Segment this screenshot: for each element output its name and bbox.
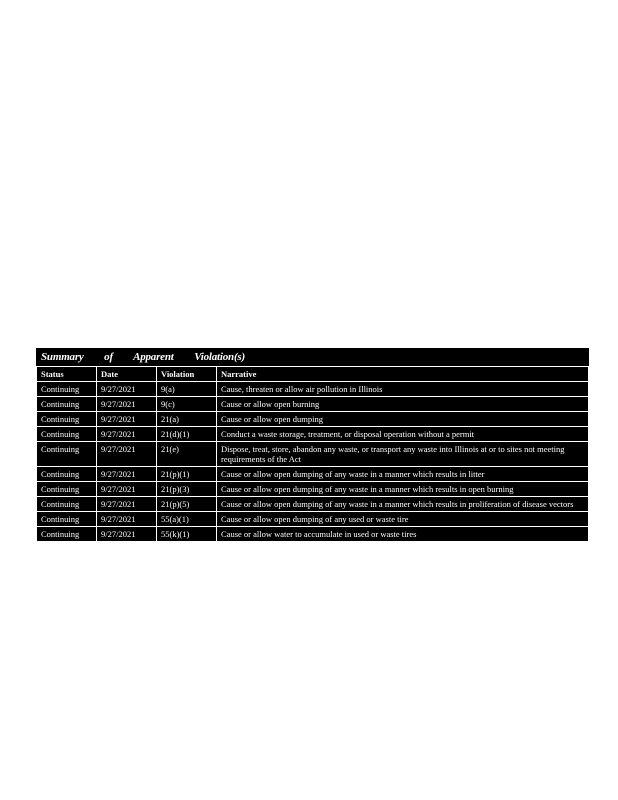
- cell-status: Continuing: [37, 482, 97, 497]
- header-status: Status: [37, 367, 97, 382]
- cell-violation: 21(p)(3): [157, 482, 217, 497]
- cell-narrative: Cause or allow open burning: [217, 397, 589, 412]
- cell-violation: 9(a): [157, 382, 217, 397]
- table-title-row: [37, 349, 589, 367]
- cell-violation: 9(c): [157, 397, 217, 412]
- cell-date: 9/27/2021: [97, 527, 157, 542]
- cell-date: 9/27/2021: [97, 382, 157, 397]
- cell-violation: 55(k)(1): [157, 527, 217, 542]
- cell-narrative: Cause or allow open dumping of any used or waste tire: [217, 512, 589, 527]
- cell-status: Continuing: [37, 467, 97, 482]
- table-row: [37, 412, 589, 427]
- header-narrative: Narrative: [217, 367, 589, 382]
- cell-date: 9/27/2021: [97, 512, 157, 527]
- cell-violation: 21(e): [157, 442, 217, 467]
- cell-violation: 21(p)(1): [157, 467, 217, 482]
- cell-date: 9/27/2021: [97, 467, 157, 482]
- cell-narrative: Cause or allow open dumping of any waste in a manner which results in proliferation of disease vectors: [217, 497, 589, 512]
- header-date: Date: [97, 367, 157, 382]
- cell-status: Continuing: [37, 427, 97, 442]
- table-row: [37, 497, 589, 512]
- cell-date: 9/27/2021: [97, 442, 157, 467]
- header-violation: Violation: [157, 367, 217, 382]
- table-header-row: [37, 367, 589, 382]
- table-row: [37, 482, 589, 497]
- cell-status: Continuing: [37, 497, 97, 512]
- cell-narrative: Cause or allow open dumping of any waste in a manner which results in litter: [217, 467, 589, 482]
- table-row: [37, 427, 589, 442]
- table-row: [37, 512, 589, 527]
- cell-date: 9/27/2021: [97, 497, 157, 512]
- cell-violation: 21(d)(1): [157, 427, 217, 442]
- cell-date: 9/27/2021: [97, 427, 157, 442]
- cell-violation: 55(a)(1): [157, 512, 217, 527]
- table-title: Summary of Apparent Violation(s): [37, 349, 589, 367]
- cell-narrative: Cause, threaten or allow air pollution in Illinois: [217, 382, 589, 397]
- cell-status: Continuing: [37, 412, 97, 427]
- cell-status: Continuing: [37, 512, 97, 527]
- table-row: [37, 467, 589, 482]
- cell-date: 9/27/2021: [97, 412, 157, 427]
- cell-status: Continuing: [37, 527, 97, 542]
- cell-violation: 21(p)(5): [157, 497, 217, 512]
- table-row: [37, 397, 589, 412]
- table-row: [37, 382, 589, 397]
- cell-date: 9/27/2021: [97, 397, 157, 412]
- cell-narrative: Cause or allow open dumping of any waste in a manner which results in open burning: [217, 482, 589, 497]
- cell-date: 9/27/2021: [97, 482, 157, 497]
- cell-narrative: Conduct a waste storage, treatment, or disposal operation without a permit: [217, 427, 589, 442]
- cell-narrative: Cause or allow open dumping: [217, 412, 589, 427]
- cell-narrative: Dispose, treat, store, abandon any waste, or transport any waste into Illinois at or to sites not meeting requirements of the Act: [217, 442, 589, 467]
- violations-table: [36, 348, 589, 542]
- cell-status: Continuing: [37, 442, 97, 467]
- cell-status: Continuing: [37, 382, 97, 397]
- table-row: [37, 527, 589, 542]
- cell-violation: 21(a): [157, 412, 217, 427]
- cell-status: Continuing: [37, 397, 97, 412]
- table-row: [37, 442, 589, 467]
- cell-narrative: Cause or allow water to accumulate in used or waste tires: [217, 527, 589, 542]
